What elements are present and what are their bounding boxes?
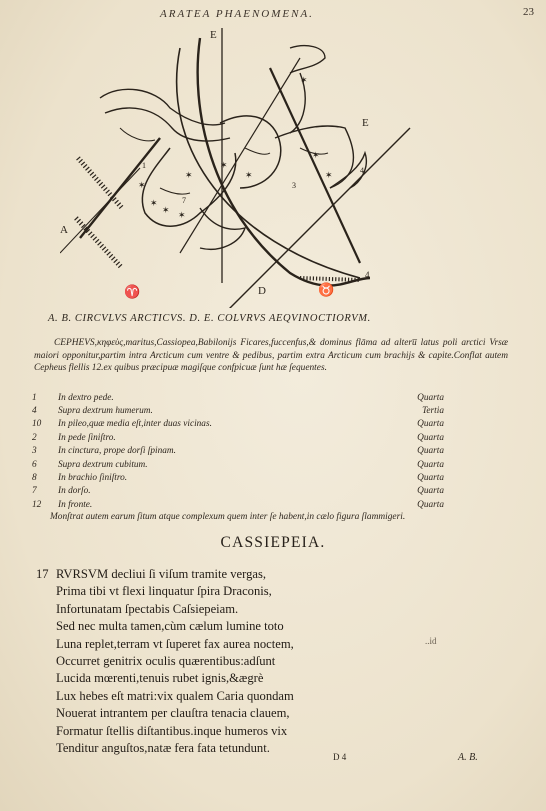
star-icon: ✶: [162, 206, 170, 216]
star-row: [30, 471, 444, 484]
star-position: In fronte.: [58, 499, 93, 510]
cepheus-woodcut-illustration: [60, 28, 480, 308]
margin-annotation: ..id: [425, 636, 437, 646]
star-magnitude: Quarta: [417, 432, 444, 443]
star-position: In pede ſiniſtro.: [58, 432, 116, 443]
figure-label-bottom-center: D: [258, 285, 266, 297]
verse-text: Lux hebes eſt matri:vix qualem Caria quondam: [56, 688, 294, 703]
figure-label-top: E: [210, 29, 217, 41]
star-number: 4: [32, 406, 37, 417]
star-number: 1: [32, 392, 37, 403]
verse-line: [36, 740, 466, 757]
star-icon: ✶: [245, 171, 253, 181]
description-paragraph: CEPHEVS,κηφεὺς,maritus,Cassiopea,Babilonijs Ficares,fuccenfus,& dominus flāma ad alteru̅ latus poli arctici Vrsæ maiori opponitur,partim intra Arcticum cum ventre & pedibus, partim extra Arcticum cum brachijs & capite.Conflat autem Cepheus flellis 12.ex quibus præcipuæ magiſque confpicuæ ſunt hæ ſequentes.: [34, 338, 508, 374]
star-number: 2: [32, 432, 37, 443]
star-icon: ✶: [178, 211, 186, 221]
star-position: In pileo,quæ media eſt,inter duas vicinas.: [58, 419, 212, 430]
verse-text: Prima tibi vt flexi linquatur ſpira Draconis,: [56, 584, 272, 599]
star-row: [30, 404, 444, 417]
figure-label-right-bottom: 4: [365, 270, 370, 280]
star-icon: ✶: [300, 76, 308, 86]
figure-label-bottom-left: ♈: [124, 284, 141, 299]
star-row: [30, 498, 444, 511]
verse-text: RVRSVM decliui ſi viſum tramite vergas,: [56, 567, 267, 581]
star-icon: ✶: [185, 171, 193, 181]
star-magnitude: Quarta: [417, 446, 444, 457]
verse-text: Formatur ſtellis diſtantibus.inque humeros vix: [56, 723, 288, 738]
star-position: Supra dextrum cubitum.: [58, 459, 148, 470]
star-number: 8: [32, 473, 37, 484]
star-position: In dextro pede.: [58, 392, 114, 403]
star-row: [30, 391, 444, 404]
star-position: In cinctura, prope dorſi ſpinam.: [58, 446, 176, 457]
page-number: 23: [523, 6, 534, 18]
verse-line: [36, 688, 466, 705]
star-magnitude: Quarta: [417, 499, 444, 510]
star-magnitude: Quarta: [417, 459, 444, 470]
star-icon: ✶: [325, 171, 333, 181]
star-number: 7: [32, 486, 37, 497]
star-number: 12: [32, 499, 42, 510]
running-title: ARATEA PHAENOMENA.: [160, 8, 314, 20]
verse-text: Lucida mœrenti,tenuis rubet ignis,&ægrè: [56, 671, 264, 686]
verse-text: Luna replet,terram vt ſuperet fax aurea noctem,: [56, 636, 294, 651]
verse-line: [36, 670, 466, 687]
star-position: Supra dextrum humerum.: [58, 406, 153, 417]
star-position: In dorſo.: [58, 486, 91, 497]
verse-block: [36, 566, 466, 757]
star-icon: ✶: [312, 151, 320, 161]
star-catalog: [30, 391, 444, 512]
star-number: 3: [32, 446, 37, 457]
verse-line: [36, 636, 466, 653]
signature-mark: D 4: [333, 752, 347, 762]
star-magnitude: Quarta: [417, 473, 444, 484]
star-row: [30, 431, 444, 444]
star-position: In brachio ſiniſtro.: [58, 473, 128, 484]
star-icon: ✶: [138, 181, 146, 191]
star-icon: ✶: [220, 161, 228, 171]
star-magnitude: Quarta: [417, 392, 444, 403]
star-number: 6: [32, 459, 37, 470]
verse-line: [36, 566, 466, 583]
verse-text: Tenditur anguſtos,natæ fera fata tetundunt.: [56, 741, 270, 756]
verse-line: [36, 653, 466, 670]
star-number: 10: [32, 419, 42, 430]
verse-line: [36, 723, 466, 740]
verse-text: Sed nec multa tamen,cùm cælum lumine toto: [56, 619, 284, 634]
verse-line: [36, 583, 466, 600]
figure-label-left: A: [60, 224, 68, 236]
star-row: [30, 458, 444, 471]
figure-label-right: E: [362, 117, 369, 129]
verse-line: [36, 601, 466, 618]
section-title: CASSIEPEIA.: [220, 534, 326, 551]
figure-star-number: 3: [292, 181, 296, 190]
verse-text: Nouerat intrantem per clauſtra tenacia clauem,: [56, 706, 290, 721]
verse-number: 17: [36, 567, 49, 581]
figure-caption: A. B. CIRCVLVS ARCTICVS. D. E. COLVRVS AEQVINOCTIORVM.: [48, 313, 371, 324]
summary-sentence: Monſtrat autem earum ſitum atque complexum quem inter ſe habent,in cælo figura ſlammigeri.: [50, 512, 406, 522]
verse-line: [36, 618, 466, 635]
star-icon: ✶: [150, 199, 158, 209]
verse-line: [36, 705, 466, 722]
figure-star-number: 1: [142, 161, 146, 170]
figure-star-number: 7: [182, 196, 186, 205]
star-magnitude: Quarta: [417, 419, 444, 430]
star-row: [30, 445, 444, 458]
star-row: [30, 418, 444, 431]
figure-star-number: 4: [360, 166, 364, 175]
catchword: A. B.: [458, 752, 478, 763]
star-magnitude: Tertia: [422, 406, 444, 417]
verse-text: Occurret genitrix oculis quærentibus:adſunt: [56, 654, 276, 669]
figure-label-bottom-right: ♉: [318, 282, 335, 297]
verse-text: Infortunatam ſpectabis Caſsiepeiam.: [56, 601, 239, 616]
star-magnitude: Quarta: [417, 486, 444, 497]
star-row: [30, 485, 444, 498]
